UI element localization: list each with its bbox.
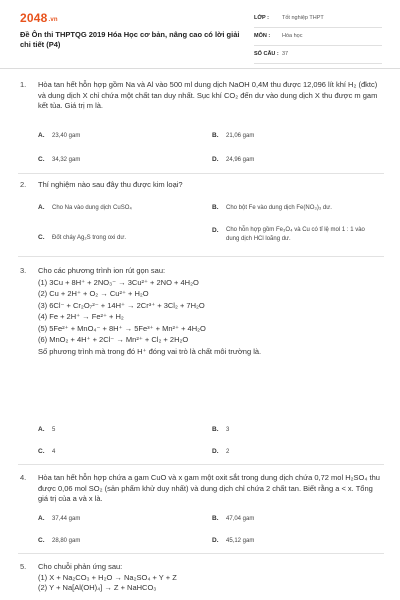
question-intro: Cho các phương trình ion rút gọn sau: [38, 266, 166, 275]
option-c[interactable] [38, 537, 80, 544]
meta-label: LỚP : [254, 15, 269, 21]
option-text: 4 [52, 449, 56, 455]
option-text: 34,32 gam [52, 157, 81, 163]
question-text: Hòa tan hết hỗn hợp chứa a gam CuO và x gam một oxit sắt trong dung dịch chứa 0,72 mol H₂SO₄ thu được 0,06 mol SO₂ (sản phẩm khử duy nhất) và dung dịch chỉ chứa 2 chất tan. Biết rằng a < x. Tổng giá trị của a và x là. [38, 473, 380, 503]
option-text: 45,12 gam [226, 538, 255, 544]
question-number: 3. [20, 266, 27, 275]
option-b[interactable] [212, 426, 229, 433]
option-key: B. [212, 426, 219, 433]
question-4 [0, 473, 400, 553]
logo-suffix: .vn [48, 17, 58, 23]
reaction-line: (3) 6Cl⁻ + Cr₂O₇²⁻ + 14H⁺ → 2Cr³⁺ + 3Cl₂ + 7H₂O [38, 300, 205, 310]
option-text: 23,40 gam [52, 133, 81, 139]
option-key: D. [212, 537, 219, 544]
question-text [38, 562, 384, 594]
meta-label: SỐ CÂU : [254, 51, 279, 57]
question-divider [18, 553, 384, 554]
question-number: 5. [20, 562, 27, 571]
meta-row-lop [254, 13, 382, 28]
option-key: B. [212, 515, 219, 522]
option-b[interactable] [212, 132, 254, 139]
option-b[interactable] [212, 515, 254, 522]
exam-header [0, 0, 400, 69]
option-a[interactable] [38, 426, 55, 433]
reaction-line: (2) Y + Na[Al(OH)₄] → Z + NaHCO₃ [38, 583, 157, 592]
option-c[interactable] [38, 234, 126, 241]
option-d[interactable] [212, 156, 254, 163]
question-number: 2. [20, 180, 27, 189]
meta-value: Tốt nghiệp THPT [282, 15, 324, 21]
option-a[interactable] [38, 515, 80, 522]
logo-text: 2048 [20, 11, 48, 25]
question-2 [0, 180, 400, 250]
site-logo[interactable] [20, 11, 58, 25]
option-b[interactable] [212, 204, 332, 211]
exam-meta [254, 13, 382, 67]
option-key: D. [212, 227, 219, 234]
option-a[interactable] [38, 132, 80, 139]
option-text: Cho bột Fe vào dung dịch Fe(NO₃)₃ dư. [226, 205, 332, 211]
question-prompt: Số phương trình mà trong đó H⁺ đóng vai trò là chất môi trường là. [38, 346, 262, 356]
reaction-line: (1) X + Na₂CO₃ + H₂O → Na₂SO₄ + Y + Z [38, 572, 177, 582]
option-key: C. [38, 537, 45, 544]
exam-title: Đề Ôn thi THPTQG 2019 Hóa Học cơ bản, nâng cao có lời giải chi tiết (P4) [20, 30, 240, 49]
option-key: A. [38, 132, 45, 139]
question-1 [0, 80, 400, 170]
option-c[interactable] [38, 448, 55, 455]
option-text: Đốt cháy Ag₂S trong oxi dư. [52, 235, 127, 241]
option-text: 5 [52, 427, 56, 433]
option-key: A. [38, 515, 45, 522]
question-text [38, 266, 384, 357]
question-3 [0, 266, 400, 466]
question-5 [0, 562, 400, 600]
reaction-line: (5) 5Fe²⁺ + MnO₄⁻ + 8H⁺ → 5Fe³⁺ + Mn²⁺ + 4H₂O [38, 323, 206, 333]
option-key: D. [212, 156, 219, 163]
question-text: Hòa tan hết hỗn hợp gồm Na và Al vào 500 ml dung dịch NaOH 0,4M thu được 12,096 lít khí H₂ (đktc) và dung dịch X chỉ chứa một chất tan duy nhất. Sục khí CO₂ đến dư vào dung dịch X thu được m gam kết tủa. Giá trị m là. [38, 80, 378, 110]
meta-row-mon [254, 31, 382, 46]
reaction-line: (1) 3Cu + 8H⁺ + 2NO₃⁻ → 3Cu²⁺ + 2NO + 4H₂O [38, 277, 199, 287]
option-c[interactable] [38, 156, 80, 163]
option-text: 2 [226, 449, 230, 455]
option-key: D. [212, 448, 219, 455]
option-text: 47,04 gam [226, 516, 255, 522]
reaction-line: (4) Fe + 2H⁺ → Fe²⁺ + H₂ [38, 312, 124, 321]
question-divider [18, 464, 384, 465]
option-text: 37,44 gam [52, 516, 81, 522]
option-text: 28,80 gam [52, 538, 81, 544]
option-key: C. [38, 234, 45, 241]
option-text: 24,96 gam [226, 157, 255, 163]
option-text: 21,06 gam [226, 133, 255, 139]
option-key: B. [212, 132, 219, 139]
question-divider [18, 256, 384, 257]
option-key: B. [212, 204, 219, 211]
question-number: 4. [20, 473, 27, 482]
reaction-line: (2) Cu + 2H⁺ + O₂ → Cu²⁺ + H₂O [38, 289, 149, 298]
question-divider [18, 173, 384, 174]
option-d[interactable] [212, 537, 254, 544]
question-intro: Cho chuỗi phản ứng sau: [38, 562, 123, 571]
option-key: C. [38, 448, 45, 455]
option-text: Cho Na vào dung dịch CuSO₄ [52, 205, 132, 211]
option-d[interactable] [212, 226, 382, 244]
option-d[interactable] [212, 448, 229, 455]
question-text: Thí nghiệm nào sau đây thu được kim loại? [38, 180, 183, 189]
option-text: 3 [226, 427, 230, 433]
question-number: 1. [20, 80, 27, 89]
reaction-line: (6) MnO₂ + 4H⁺ + 2Cl⁻ → Mn²⁺ + Cl₂ + 2H₂O [38, 335, 189, 344]
option-key: A. [38, 204, 45, 211]
option-key: C. [38, 156, 45, 163]
option-text: Cho hỗn hợp gồm Fe₃O₄ và Cu có tỉ lệ mol 1 : 1 vào dung dịch HCl loãng dư. [226, 227, 365, 242]
meta-label: MÔN : [254, 33, 271, 39]
option-key: A. [38, 426, 45, 433]
meta-row-so-cau [254, 49, 382, 64]
option-a[interactable] [38, 204, 132, 211]
meta-value: Hóa học [282, 33, 303, 39]
meta-value: 37 [282, 51, 289, 57]
